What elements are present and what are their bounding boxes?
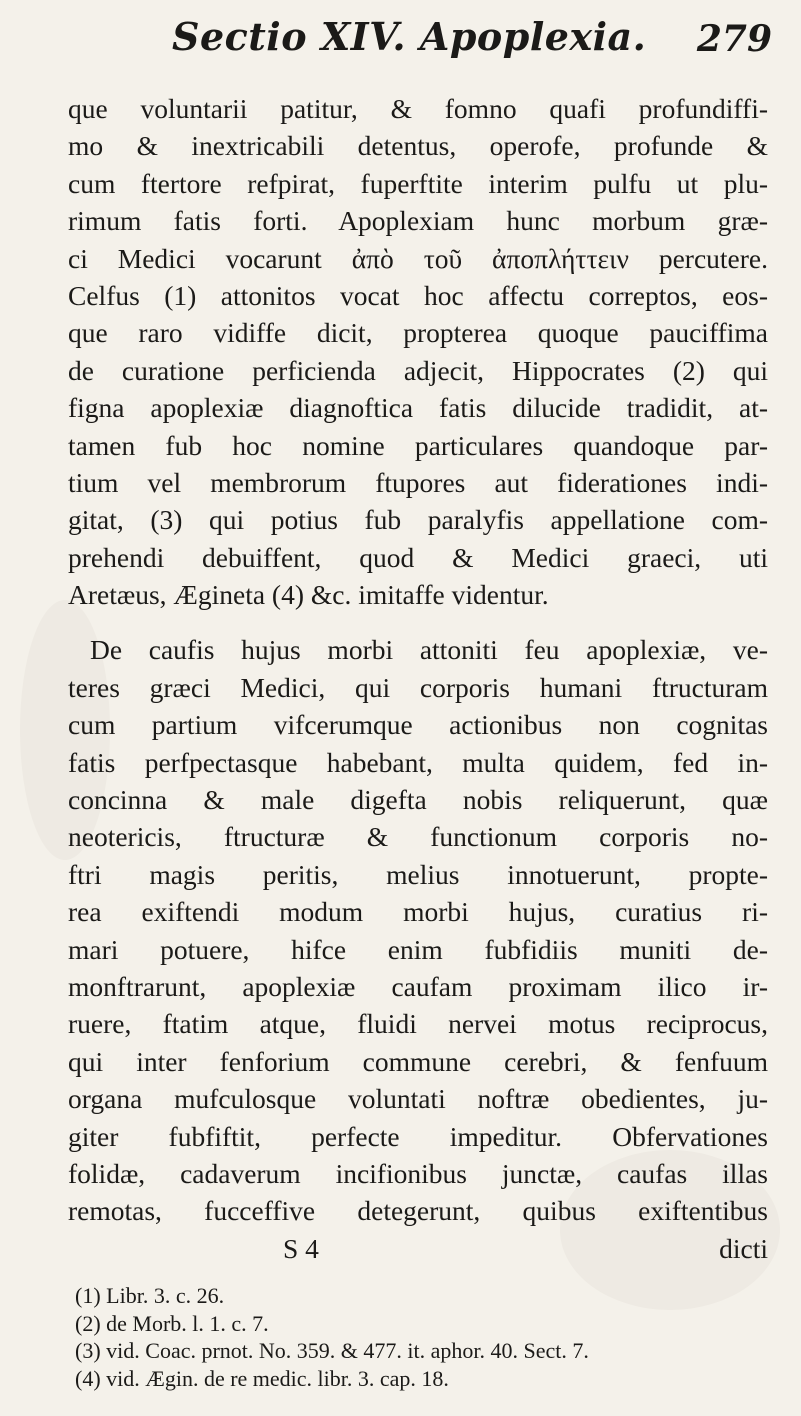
footnote: (1) Libr. 3. c. 26. <box>75 1283 225 1308</box>
body-text <box>68 90 768 1267</box>
text-line: Celfus (1) attonitos vocat hoc affectu correptos, eos- <box>68 279 768 311</box>
text-line: rimum fatis forti. Apoplexiam hunc morbum græ- <box>68 205 768 237</box>
text-line: monftrarunt, apoplexiæ caufam proximam ilico ir- <box>68 970 768 1002</box>
text-line: gitat, (3) qui potius fub paralyfis appellatione com- <box>68 504 768 536</box>
text-line: qui inter fenforium commune cerebri, & fenfuum <box>68 1045 768 1077</box>
text-line: remotas, fucceffive detegerunt, quibus exiftentibus <box>68 1195 768 1227</box>
text-line: ci Medici vocarunt ἀπὸ τοῦ ἀποπλήττειν percutere. <box>68 242 768 274</box>
text-line: fatis perfpectasque habebant, multa quidem, fed in- <box>68 746 768 778</box>
text-line: de curatione perficienda adjecit, Hippocrates (2) qui <box>68 354 768 386</box>
paragraph-gap <box>68 613 768 631</box>
text-line: tium vel membrorum ftupores aut fiderationes indi- <box>68 466 768 498</box>
page-header <box>172 14 772 84</box>
footnote: (3) vid. Coac. prnot. No. 359. & 477. it. aphor. 40. Sect. 7. <box>75 1338 589 1363</box>
paragraph <box>68 631 768 1229</box>
text-line: concinna & male digefta nobis reliquerunt, quæ <box>68 784 768 816</box>
text-line: que voluntarii patitur, & fomno quafi profundiffi- <box>68 93 768 124</box>
text-line: organa mufculosque voluntati noftræ obedientes, ju- <box>68 1083 768 1115</box>
text-line: figna apoplexiæ diagnoftica fatis dilucide tradidit, at- <box>68 392 768 424</box>
paragraph <box>68 90 768 613</box>
text-line: rea exiftendi modum morbi hujus, curatius ri- <box>68 896 768 928</box>
footnotes <box>75 1282 755 1392</box>
footnote: (4) vid. Ægin. de re medic. libr. 3. cap. 18. <box>75 1365 449 1391</box>
text-line: que raro vidiffe dicit, propterea quoque pauciffima <box>68 317 768 349</box>
text-line: tamen fub hoc nomine particulares quandoque par- <box>68 429 768 461</box>
text-line: cum ftertore refpirat, fuperftite interim pulfu ut plu- <box>68 167 768 199</box>
text-line: giter fubfiftit, perfecte impeditur. Obfervationes <box>68 1120 768 1152</box>
signature-mark: S 4 <box>283 1232 319 1264</box>
text-line: folidæ, cadaverum incifionibus junctæ, caufas illas <box>68 1157 768 1189</box>
page-number: 279 <box>696 18 772 60</box>
text-line: mo & inextricabili detentus, operofe, profunde & <box>68 130 768 162</box>
text-line: prehendi debuiffent, quod & Medici graeci, uti <box>68 541 768 573</box>
text-line: cum partium vifcerumque actionibus non cognitas <box>68 709 768 741</box>
text-line: teres græci Medici, qui corporis humani ftructuram <box>68 671 768 703</box>
signature-line <box>68 1230 768 1267</box>
text-line: ruere, ftatim atque, fluidi nervei motus reciprocus, <box>68 1008 768 1040</box>
text-line: neotericis, ftructuræ & functionum corporis no- <box>68 821 768 853</box>
text-line: De caufis hujus morbi attoniti feu apoplexiæ, ve- <box>90 634 768 666</box>
text-line: mari potuere, hifce enim fubfidiis muniti de- <box>68 933 768 965</box>
text-line: ftri magis peritis, melius innotuerunt, propte- <box>68 858 768 890</box>
catchword: dicti <box>719 1232 768 1264</box>
text-line: Aretæus, Ægineta (4) &c. imitaffe videntur. <box>68 579 549 611</box>
running-title: Sectio XIV. Apoplexia. <box>172 14 647 59</box>
footnote: (2) de Morb. l. 1. c. 7. <box>75 1310 269 1336</box>
